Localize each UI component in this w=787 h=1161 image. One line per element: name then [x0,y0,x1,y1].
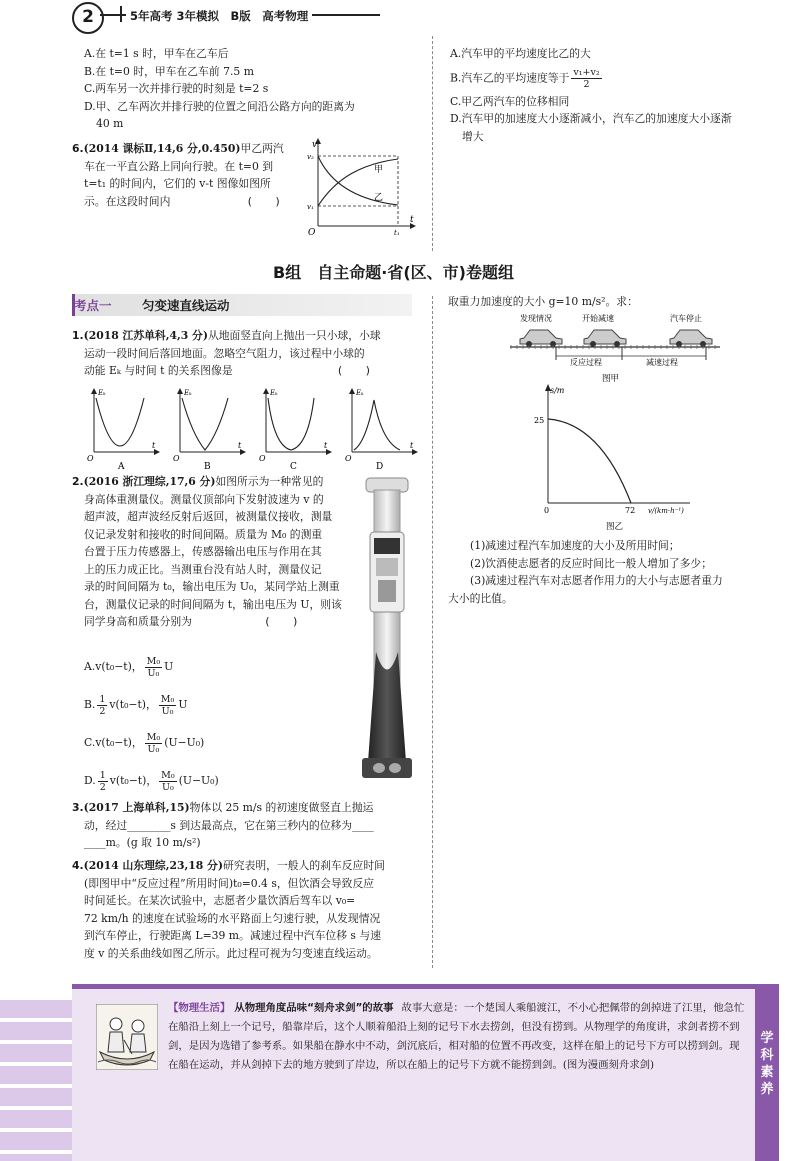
q6-t1: t₁ [394,229,400,236]
q2-b-post: U [178,698,188,712]
q2-b-pre: B. [84,698,96,712]
q2-b-num: M₀ [160,693,175,705]
fig-jia-label-1: 开始减速 [582,314,614,323]
q1-source: (2018 江苏单科,4,3 分) [83,329,208,342]
q4-source: (2014 山东理综,23,18 分) [83,859,223,872]
q2-options [84,648,344,800]
fig-jia-caption: 图甲 [602,374,620,384]
q1-a-o: O [87,454,94,463]
q4-sub-2: (2)饮酒使志愿者的反应时间比一般人增加了多少； [470,556,713,570]
car-icon [584,330,626,347]
q1-blank: ( ) [336,364,372,377]
column-divider-top [432,36,433,251]
q1-a-x: t [152,441,156,450]
q6-v2: v₂ [307,153,314,161]
fig-yi-y-tick: 25 [534,416,545,425]
column-divider-bottom [432,296,433,968]
q1-graph-d [345,388,418,472]
q6-option-b-frac [571,67,601,90]
car-icon [520,330,562,347]
q1-a-y: Eₖ [98,389,106,397]
q2-d-den: U₀ [162,781,174,793]
subject-literacy-label: 学科素养 [760,1031,774,1097]
fig-jia-seg2: 减速过程 [646,358,678,367]
kaodian-title: 匀变速直线运动 [142,298,230,313]
q2-c-frac [145,732,163,755]
boat-sword-cartoon [96,1004,158,1070]
fig-jia-label-0: 发现情况 [520,314,552,323]
q2-b-den: U₀ [161,705,174,717]
q1-a-label: A [118,462,125,472]
physics-life-text [168,999,748,1075]
q4-line-1: (即图甲中“反应过程”所用时间)t₀=0.4 s，但饮酒会导致反应 [84,876,375,890]
q6-origin: O [308,228,316,236]
physics-life-title: 从物理角度品味“刻舟求剑”的故事 [234,1002,394,1014]
q1-b-label: B [204,462,211,472]
q1-b-y: Eₖ [184,389,192,397]
q2-option-a [84,648,344,686]
q1-c-y: Eₖ [270,389,278,397]
q6-t-axis: t [410,215,414,225]
q2-blank: ( ) [263,615,299,628]
q2-a-frac [145,656,163,679]
q4-sub-1: (1)减速过程汽车加速度的大小及所用时间； [470,539,680,552]
q1-c-o: O [259,454,266,463]
fig-yi-x-tick: 72 [625,506,636,515]
q2-c-num: M₀ [146,731,161,743]
q2-c-den: U₀ [147,743,160,755]
q3-source: (2017 上海单科,15) [83,801,190,814]
q4-line-0: 研究表明，一般人的刹车反应时间 [222,859,385,872]
q2-option-c [84,724,344,762]
q1-line-1: 运动一段时间后落回地面。忽略空气阻力，该过程中小球的 [84,346,365,360]
q2-d-num: M₀ [161,769,175,781]
q1-d-label: D [376,462,384,472]
q2-d-post: (U−U₀) [178,774,219,788]
q6-option-a: A.汽车甲的平均速度比乙的大 [450,47,591,60]
q4-line-4: 到汽车停止，行驶距离 L=39 m。减速过程中汽车位移 s 与速 [84,929,381,942]
q2-c-post: (U−U₀) [164,736,205,750]
q4-figure-jia [510,310,720,385]
q2-a-pre: A. [84,660,96,674]
kaodian-bar [72,294,412,316]
q2-a-den: U₀ [147,667,160,679]
q1-line-0: 从地面竖直向上抛出一只小球，小球 [207,329,381,342]
q1-graph-c [259,388,332,472]
q3-line-0: 物体以 25 m/s 的初速度做竖直上抛运 [189,801,374,814]
q1-graph-b [173,388,246,472]
q1-d-y: Eₖ [356,389,364,397]
q1-graph-a [87,388,160,472]
q4-sub-3: (3)减速过程汽车对志愿者作用力的大小与志愿者重力 [470,574,723,587]
q3-text [72,799,420,852]
q2-d-expr: v(t₀−t)， [109,774,158,788]
q1-d-o: O [345,454,352,463]
q2-text [72,473,362,631]
q6-yi-label: 乙 [374,193,384,203]
q6-v1: v₁ [307,203,314,211]
q6-v-axis: v [312,140,318,150]
q6-line-3: 示。在这段时间内 [84,194,171,208]
q1-b-x: t [238,441,242,450]
q2-option-b [84,686,344,724]
q2-line-4: 台置于压力传感器上，传感器输出电压与作用在其 [84,545,322,558]
q6-vt-graph [306,138,416,236]
q4-number: 4. [72,859,84,872]
q3-line-1: 动，经过________s 到达最高点，它在第三秒内的位移为____ [84,818,374,832]
q4-sub-3-cont: 大小的比值。 [448,591,513,605]
fig-jia-label-2: 汽车停止 [670,314,702,323]
q4-right-intro: 取重力加速度的大小 g=10 m/s²。求： [448,295,638,308]
q6-option-b-den: 2 [583,78,590,90]
height-weight-scale-illustration [352,472,422,788]
q2-d-frac [159,770,177,793]
q1-number: 1. [72,329,84,342]
q2-option-d [84,762,344,800]
q2-number: 2. [72,475,84,488]
q2-line-2: 超声波，超声波经反射后返回，被测量仪接收，测量 [84,510,333,523]
q2-source: (2016 浙江理综,17,6 分) [83,475,216,488]
header-divider [120,6,122,22]
q1-c-x: t [324,441,328,450]
q2-line-7: 台，测量仪记录的时间间隔为 t，输出电压为 U，则该 [84,597,342,611]
fig-jia-seg1: 反应过程 [570,358,602,367]
q4-text [72,857,420,962]
fig-yi-origin: 0 [544,506,550,515]
q6-line-2: t=t₁ 的时间内，它们的 v-t 图像如图所 [84,177,271,190]
q1-c-label: C [290,462,297,472]
page-number: 2 [72,2,104,34]
q6-options [450,45,785,145]
q2-b-half: $\frac{1}{2}$ [99,693,106,717]
physics-life-stripe [72,984,779,989]
q2-line-3: 仪记录发射和接收的时间间隔。质量为 M₀ 的测重 [84,527,323,541]
q6-option-b-num: v₁+v₂ [573,66,600,78]
physics-life-body: 故事大意是：一个楚国人乘船渡江，不小心把佩带的剑掉进了江里，他急忙在船沿上刻上一个记号，船靠岸后，这个人顺着船沿上刻的记号下水去捞剑，但没有捞到。从物理学的角度讲，求剑者捞不到剑，是因为选错了参考系。如果船在静水中不动，剑沉底后，相对船的位置不再改变，这样在船上的记号下方可以捞到剑。现在船在运动，并从剑掉下去的地方驶到了岸边，所以在船上的记号下方就不能捞到剑。(图为漫画刻舟求剑) [168,1002,745,1071]
q2-b-expr: v(t₀−t)， [109,698,157,712]
q2-a-expr: v(t₀−t)， [95,660,143,674]
q2-b-frac [159,694,177,717]
q5-options [84,45,424,133]
q6-line-0: 甲乙两汽 [240,142,284,155]
q6-text [72,140,310,210]
q4-line-3: 72 km/h 的速度在试验场的水平路面上匀速行驶，从发现情况 [84,911,381,925]
fig-yi-x-label: v/(km·h⁻¹) [648,507,684,515]
q2-d-half: $\frac{1}{2}$ [99,769,106,793]
q6-option-d: D.汽车甲的加速度大小逐渐减小，汽车乙的加速度大小逐渐 [450,112,732,125]
q6-option-d-cont: 增大 [462,129,484,143]
q6-line-1: 车在一平直公路上同向行驶。在 t=0 到 [84,159,274,173]
q2-line-5: 上的压力成正比。当测重台没有站人时，测量仪记 [84,562,322,576]
q4-line-5: 度 v 的关系曲线如图乙所示。此过程可视为匀变速直线运动。 [84,946,378,960]
q6-option-b [450,67,785,90]
q2-c-pre: C. [84,736,96,750]
q5-option-c: C.两车另一次并排行驶的时刻是 t=2 s [84,82,269,95]
q6-option-b-text: B.汽车乙的平均速度等于 [450,71,570,84]
physics-life-label: 【物理生活】 [168,1002,231,1014]
car-icon [670,330,712,347]
q6-source: (2014 课标Ⅱ,14,6 分,0.450) [83,142,241,155]
q2-line-8: 同学身高和质量分别为 [84,615,192,628]
q2-line-6: 录的时间间隔为 t₀，输出电压为 U₀，某同学站上测重 [84,580,340,593]
header-title: 5年高考 3年模拟 B版 高考物理 [126,8,312,24]
q1-text [72,327,420,380]
fig-yi-y-label: s/m [550,386,565,395]
q2-d-pre: D. [84,774,96,788]
kaodian-label: 考点一 [74,298,112,313]
q2-line-0: 如图所示为一种常见的 [215,475,324,488]
q2-c-expr: v(t₀−t)， [95,736,143,750]
q1-b-o: O [173,454,180,463]
q4-figure-yi [530,383,710,533]
q5-option-b: B.在 t=0 时，甲车在乙车前 7.5 m [84,64,254,78]
q2-line-1: 身高体重测量仪。测量仪顶部向下发射波速为 v 的 [84,492,324,506]
q2-a-num: M₀ [146,655,161,667]
q5-option-d: D.甲、乙车两次并排行驶的位置之间沿公路方向的距离为 [84,99,355,113]
q6-blank: ( ) [246,194,281,208]
q5-option-a: A.在 t=1 s 时，甲车在乙车后 [84,47,229,60]
q6-number: 6. [72,142,84,155]
q1-line-2: 动能 Eₖ 与时间 t 的关系图像是 [84,364,233,377]
q6-jia-label: 甲 [374,165,384,175]
q5-option-d-cont: 40 m [96,117,124,130]
q3-line-2: ____m。(g 取 10 m/s²) [84,836,201,849]
group-title: B组 自主命题·省(区、市)卷题组 [273,263,514,282]
left-decoration [0,1000,72,1161]
q4-subquestions [448,537,783,607]
q2-a-post: U [164,660,174,674]
fig-yi-caption: 图乙 [606,522,624,532]
q4-line-2: 时间延长。在某次试验中，志愿者少量饮酒后驾车以 v₀= [84,894,356,907]
q6-option-c: C.甲乙两汽车的位移相同 [450,94,570,108]
q1-graphs [82,382,422,472]
q3-number: 3. [72,801,84,814]
q1-d-x: t [410,441,414,450]
